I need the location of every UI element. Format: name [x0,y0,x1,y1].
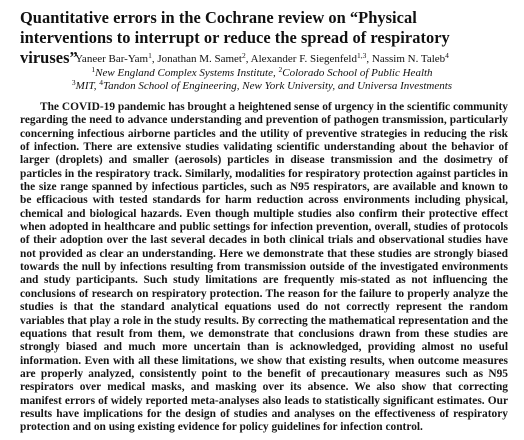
affiliation-marker: 1 [91,65,96,74]
author-name: Alexander F. Siegenfeld [250,53,357,65]
author-affiliation-marker: 1 [148,51,152,60]
author-name: Nassim N. Taleb [371,53,446,65]
affiliation-line: $^1$New England Complex Systems Institute, $^2$Colorado School of Public Health [91,65,433,79]
affiliation-line: $^3$MIT, $^4$Tandon School of Engineering, New York University, and Universa Investments [71,78,453,92]
author-list: Yaneer Bar-Yam$^1$, Jonathan M. Samet$^2$, Alexander F. Siegenfeld$^{1,3}$, Nassim N. Taleb$^4$ [75,51,449,65]
affiliation-marker: 4 [99,78,104,87]
abstract-text: The COVID-19 pandemic has brought a heightened sense of urgency in the scientific community regarding the need to advance understanding and prevention of pathogen transmission, particularly concerning infectious airborne particles and the utility of preventive strategies in reducing the risk of infection. There are extensive studies validating scientific understanding about the behavior of larger (droplets) and smaller (aerosols) particles in disease transmission and the dosimetry of particles in the respiratory track. Similarly, modalities for respiratory protection against particles in the size range spanned by infectious particles, such as N95 respirators, are available and known to be efficacious with tested standards for harm reduction across environments including physical, chemical and biological hazards. Even though multiple studies also confirm their protective effect when adopted in healthcare and public settings for infection prevention, overall, studies of protocols of their adoption over the last several decades in both clinical trials and observational studies have not provided as clear an understanding. Here we demonstrate that these studies are strongly biased towards the null by infections resulting from transmission outside of the investigated environments and study participants. Such study limitations are frequently mis-stated as not influencing the conclusions of research on respiratory protection. The reason for the failure to properly analyze the studies is that the standard analytical equations used do not correctly represent the random variables that play a role in the study results. By correcting the mathematical representation and the equations that result from them, we demonstrate that conclusions drawn from these studies are strongly biased and much more uncertain than is acknowledged, providing almost no useful information. Even with all these limitations, we show that existing results, when outcome measures are properly analyzed, consistently point to the benefit of precautionary measures such as N95 respirators over medical masks, and masking over its absence. We also show that correcting manifest errors of widely reported meta-analyses also leads to statistically significant estimates. Our results have implications for the design of studies and analyses on the effectiveness of respiratory protection and on using existing evidence for policy guidelines for infection control. [20,101,508,434]
author-affiliation-marker: 1,3 [357,51,367,60]
affiliation-name: Colorado School of Public Health [282,67,433,79]
author-affiliation-marker: 2 [242,51,246,60]
affiliation-name: New England Complex Systems Institute [95,67,273,79]
affiliation-name: MIT [75,80,94,92]
affiliation-name: Tandon School of Engineering, New York University, and Universa Investments [103,80,453,92]
paper-title: Quantitative errors in the Cochrane review on “Physical interventions to interrupt or reduce the spread of respiratory viruses” [20,8,450,67]
author-name: Jonathan M. Samet [157,53,242,65]
affiliation-marker: 2 [278,65,283,74]
author-name: Yaneer Bar-Yam [75,53,149,65]
affiliation-marker: 3 [71,78,76,87]
author-affiliation-marker: 4 [445,51,449,60]
